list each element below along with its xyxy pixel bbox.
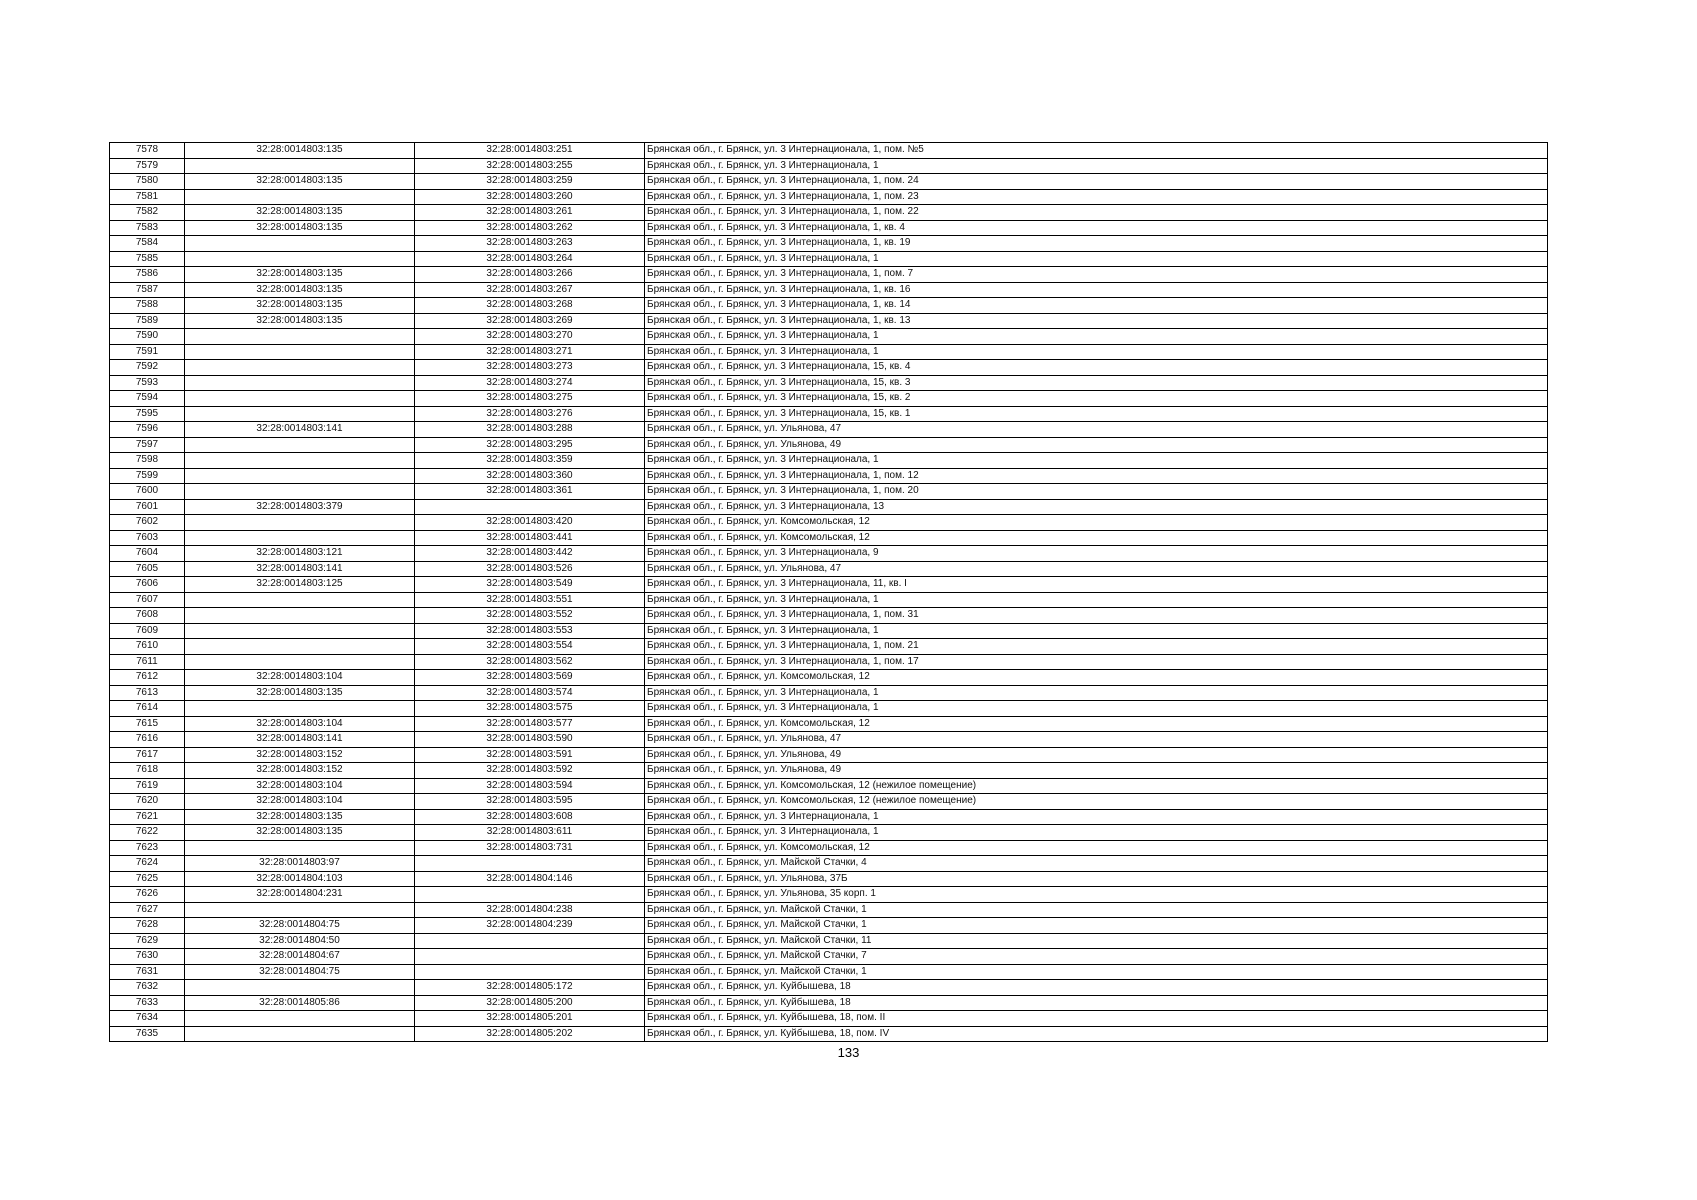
object-cadastral-number-cell	[415, 949, 645, 965]
row-number-cell: 7588	[110, 298, 185, 314]
object-cadastral-number-cell: 32:28:0014803:592	[415, 763, 645, 779]
object-cadastral-number-cell: 32:28:0014803:590	[415, 732, 645, 748]
object-cadastral-number-cell: 32:28:0014805:200	[415, 995, 645, 1011]
table-row	[110, 995, 1548, 1011]
land-cadastral-number-cell: 32:28:0014803:135	[185, 205, 415, 221]
table-row	[110, 716, 1548, 732]
address-cell: Брянская обл., г. Брянск, ул. Ульянова, 35 корп. 1	[645, 887, 1548, 903]
object-cadastral-number-cell: 32:28:0014803:260	[415, 189, 645, 205]
land-cadastral-number-cell	[185, 344, 415, 360]
address-cell: Брянская обл., г. Брянск, ул. 3 Интернационала, 1	[645, 809, 1548, 825]
object-cadastral-number-cell: 32:28:0014803:594	[415, 778, 645, 794]
page-number: 133	[837, 1045, 860, 1060]
address-cell: Брянская обл., г. Брянск, ул. 3 Интернационала, 15, кв. 1	[645, 406, 1548, 422]
address-cell: Брянская обл., г. Брянск, ул. 3 Интернационала, 1	[645, 685, 1548, 701]
table-row	[110, 530, 1548, 546]
land-cadastral-number-cell	[185, 391, 415, 407]
address-cell: Брянская обл., г. Брянск, ул. Ульянова, 37Б	[645, 871, 1548, 887]
address-cell: Брянская обл., г. Брянск, ул. Ульянова, 49	[645, 747, 1548, 763]
object-cadastral-number-cell: 32:28:0014803:574	[415, 685, 645, 701]
row-number-cell: 7608	[110, 608, 185, 624]
land-cadastral-number-cell: 32:28:0014803:135	[185, 267, 415, 283]
address-cell: Брянская обл., г. Брянск, ул. 3 Интернационала, 1, кв. 4	[645, 220, 1548, 236]
land-cadastral-number-cell	[185, 158, 415, 174]
address-cell: Брянская обл., г. Брянск, ул. 3 Интернационала, 1, кв. 19	[645, 236, 1548, 252]
land-cadastral-number-cell	[185, 701, 415, 717]
row-number-cell: 7603	[110, 530, 185, 546]
row-number-cell: 7601	[110, 499, 185, 515]
address-cell: Брянская обл., г. Брянск, ул. Ульянова, 49	[645, 763, 1548, 779]
row-number-cell: 7618	[110, 763, 185, 779]
table-row	[110, 189, 1548, 205]
row-number-cell: 7624	[110, 856, 185, 872]
address-cell: Брянская обл., г. Брянск, ул. 3 Интернационала, 1	[645, 592, 1548, 608]
address-cell: Брянская обл., г. Брянск, ул. 3 Интернационала, 15, кв. 4	[645, 360, 1548, 376]
registry-sheet	[109, 142, 1547, 1042]
address-cell: Брянская обл., г. Брянск, ул. 3 Интернационала, 1, кв. 13	[645, 313, 1548, 329]
address-cell: Брянская обл., г. Брянск, ул. Куйбышева, 18, пом. II	[645, 1011, 1548, 1027]
address-cell: Брянская обл., г. Брянск, ул. Куйбышева, 18	[645, 995, 1548, 1011]
address-cell: Брянская обл., г. Брянск, ул. 3 Интернационала, 1, пом. 23	[645, 189, 1548, 205]
object-cadastral-number-cell: 32:28:0014803:264	[415, 251, 645, 267]
object-cadastral-number-cell: 32:28:0014803:554	[415, 639, 645, 655]
row-number-cell: 7622	[110, 825, 185, 841]
address-cell: Брянская обл., г. Брянск, ул. Комсомольская, 12 (нежилое помещение)	[645, 794, 1548, 810]
address-cell: Брянская обл., г. Брянск, ул. Комсомольская, 12	[645, 670, 1548, 686]
row-number-cell: 7596	[110, 422, 185, 438]
land-cadastral-number-cell: 32:28:0014803:104	[185, 716, 415, 732]
row-number-cell: 7602	[110, 515, 185, 531]
land-cadastral-number-cell: 32:28:0014803:135	[185, 685, 415, 701]
table-row	[110, 344, 1548, 360]
land-cadastral-number-cell: 32:28:0014803:135	[185, 809, 415, 825]
row-number-cell: 7584	[110, 236, 185, 252]
row-number-cell: 7633	[110, 995, 185, 1011]
address-cell: Брянская обл., г. Брянск, ул. 3 Интернационала, 1, кв. 14	[645, 298, 1548, 314]
row-number-cell: 7580	[110, 174, 185, 190]
table-row	[110, 468, 1548, 484]
land-cadastral-number-cell: 32:28:0014804:50	[185, 933, 415, 949]
table-row	[110, 871, 1548, 887]
table-row	[110, 546, 1548, 562]
land-cadastral-number-cell	[185, 468, 415, 484]
table-row	[110, 887, 1548, 903]
address-cell: Брянская обл., г. Брянск, ул. 3 Интернационала, 1, пом. 24	[645, 174, 1548, 190]
table-row	[110, 670, 1548, 686]
table-row	[110, 453, 1548, 469]
table-row	[110, 205, 1548, 221]
land-cadastral-number-cell: 32:28:0014803:379	[185, 499, 415, 515]
row-number-cell: 7578	[110, 143, 185, 159]
table-row	[110, 174, 1548, 190]
table-row	[110, 499, 1548, 515]
table-row	[110, 902, 1548, 918]
row-number-cell: 7589	[110, 313, 185, 329]
address-cell: Брянская обл., г. Брянск, ул. Комсомольская, 12	[645, 515, 1548, 531]
address-cell: Брянская обл., г. Брянск, ул. Ульянова, 47	[645, 422, 1548, 438]
land-cadastral-number-cell: 32:28:0014803:135	[185, 298, 415, 314]
land-cadastral-number-cell	[185, 608, 415, 624]
address-cell: Брянская обл., г. Брянск, ул. Майской Стачки, 4	[645, 856, 1548, 872]
object-cadastral-number-cell: 32:28:0014803:276	[415, 406, 645, 422]
row-number-cell: 7613	[110, 685, 185, 701]
object-cadastral-number-cell: 32:28:0014803:266	[415, 267, 645, 283]
table-row	[110, 515, 1548, 531]
land-cadastral-number-cell: 32:28:0014804:75	[185, 918, 415, 934]
address-cell: Брянская обл., г. Брянск, ул. 3 Интернационала, 13	[645, 499, 1548, 515]
address-cell: Брянская обл., г. Брянск, ул. Майской Стачки, 7	[645, 949, 1548, 965]
table-row	[110, 1011, 1548, 1027]
row-number-cell: 7605	[110, 561, 185, 577]
row-number-cell: 7609	[110, 623, 185, 639]
address-cell: Брянская обл., г. Брянск, ул. 3 Интернационала, 1	[645, 329, 1548, 345]
row-number-cell: 7582	[110, 205, 185, 221]
object-cadastral-number-cell: 32:28:0014805:172	[415, 980, 645, 996]
land-cadastral-number-cell	[185, 530, 415, 546]
row-number-cell: 7594	[110, 391, 185, 407]
table-row	[110, 282, 1548, 298]
table-row	[110, 933, 1548, 949]
row-number-cell: 7590	[110, 329, 185, 345]
table-row	[110, 236, 1548, 252]
table-row	[110, 685, 1548, 701]
row-number-cell: 7630	[110, 949, 185, 965]
address-cell: Брянская обл., г. Брянск, ул. 3 Интернационала, 1, пом. №5	[645, 143, 1548, 159]
object-cadastral-number-cell: 32:28:0014803:259	[415, 174, 645, 190]
land-cadastral-number-cell: 32:28:0014804:103	[185, 871, 415, 887]
object-cadastral-number-cell: 32:28:0014803:611	[415, 825, 645, 841]
land-cadastral-number-cell: 32:28:0014805:86	[185, 995, 415, 1011]
table-row	[110, 220, 1548, 236]
object-cadastral-number-cell: 32:28:0014803:569	[415, 670, 645, 686]
row-number-cell: 7585	[110, 251, 185, 267]
address-cell: Брянская обл., г. Брянск, ул. 3 Интернационала, 15, кв. 3	[645, 375, 1548, 391]
table-row	[110, 623, 1548, 639]
land-cadastral-number-cell: 32:28:0014803:104	[185, 778, 415, 794]
table-row	[110, 313, 1548, 329]
object-cadastral-number-cell: 32:28:0014803:268	[415, 298, 645, 314]
land-cadastral-number-cell: 32:28:0014804:67	[185, 949, 415, 965]
row-number-cell: 7598	[110, 453, 185, 469]
object-cadastral-number-cell: 32:28:0014804:238	[415, 902, 645, 918]
object-cadastral-number-cell: 32:28:0014803:267	[415, 282, 645, 298]
table-row	[110, 794, 1548, 810]
address-cell: Брянская обл., г. Брянск, ул. Ульянова, 49	[645, 437, 1548, 453]
address-cell: Брянская обл., г. Брянск, ул. 3 Интернационала, 15, кв. 2	[645, 391, 1548, 407]
row-number-cell: 7631	[110, 964, 185, 980]
row-number-cell: 7627	[110, 902, 185, 918]
row-number-cell: 7615	[110, 716, 185, 732]
table-row	[110, 484, 1548, 500]
object-cadastral-number-cell	[415, 933, 645, 949]
object-cadastral-number-cell: 32:28:0014803:591	[415, 747, 645, 763]
table-row	[110, 840, 1548, 856]
object-cadastral-number-cell: 32:28:0014803:549	[415, 577, 645, 593]
land-cadastral-number-cell: 32:28:0014803:135	[185, 174, 415, 190]
row-number-cell: 7634	[110, 1011, 185, 1027]
land-cadastral-number-cell: 32:28:0014803:135	[185, 282, 415, 298]
row-number-cell: 7595	[110, 406, 185, 422]
address-cell: Брянская обл., г. Брянск, ул. Куйбышева, 18	[645, 980, 1548, 996]
object-cadastral-number-cell: 32:28:0014805:201	[415, 1011, 645, 1027]
object-cadastral-number-cell: 32:28:0014803:731	[415, 840, 645, 856]
address-cell: Брянская обл., г. Брянск, ул. Куйбышева, 18, пом. IV	[645, 1026, 1548, 1042]
address-cell: Брянская обл., г. Брянск, ул. 3 Интернационала, 1	[645, 825, 1548, 841]
object-cadastral-number-cell: 32:28:0014803:275	[415, 391, 645, 407]
row-number-cell: 7593	[110, 375, 185, 391]
object-cadastral-number-cell: 32:28:0014803:295	[415, 437, 645, 453]
table-row	[110, 391, 1548, 407]
table-row	[110, 577, 1548, 593]
land-cadastral-number-cell	[185, 360, 415, 376]
row-number-cell: 7612	[110, 670, 185, 686]
row-number-cell: 7614	[110, 701, 185, 717]
land-cadastral-number-cell	[185, 437, 415, 453]
address-cell: Брянская обл., г. Брянск, ул. Комсомольская, 12	[645, 530, 1548, 546]
address-cell: Брянская обл., г. Брянск, ул. Комсомольская, 12	[645, 840, 1548, 856]
table-row	[110, 918, 1548, 934]
row-number-cell: 7599	[110, 468, 185, 484]
object-cadastral-number-cell: 32:28:0014803:288	[415, 422, 645, 438]
object-cadastral-number-cell: 32:28:0014803:575	[415, 701, 645, 717]
object-cadastral-number-cell: 32:28:0014803:562	[415, 654, 645, 670]
object-cadastral-number-cell: 32:28:0014803:577	[415, 716, 645, 732]
table-row	[110, 375, 1548, 391]
address-cell: Брянская обл., г. Брянск, ул. Майской Стачки, 1	[645, 918, 1548, 934]
land-cadastral-number-cell	[185, 329, 415, 345]
object-cadastral-number-cell: 32:28:0014803:361	[415, 484, 645, 500]
land-cadastral-number-cell	[185, 980, 415, 996]
land-cadastral-number-cell	[185, 592, 415, 608]
table-row	[110, 422, 1548, 438]
address-cell: Брянская обл., г. Брянск, ул. Комсомольская, 12 (нежилое помещение)	[645, 778, 1548, 794]
table-row	[110, 251, 1548, 267]
land-cadastral-number-cell	[185, 1011, 415, 1027]
address-cell: Брянская обл., г. Брянск, ул. Ульянова, 47	[645, 732, 1548, 748]
row-number-cell: 7625	[110, 871, 185, 887]
table-row	[110, 747, 1548, 763]
address-cell: Брянская обл., г. Брянск, ул. 3 Интернационала, 1	[645, 701, 1548, 717]
table-row	[110, 763, 1548, 779]
address-cell: Брянская обл., г. Брянск, ул. 3 Интернационала, 1, пом. 21	[645, 639, 1548, 655]
object-cadastral-number-cell: 32:28:0014803:255	[415, 158, 645, 174]
object-cadastral-number-cell: 32:28:0014803:526	[415, 561, 645, 577]
table-row	[110, 949, 1548, 965]
object-cadastral-number-cell: 32:28:0014803:251	[415, 143, 645, 159]
row-number-cell: 7586	[110, 267, 185, 283]
table-row	[110, 856, 1548, 872]
address-cell: Брянская обл., г. Брянск, ул. 3 Интернационала, 1, пом. 22	[645, 205, 1548, 221]
object-cadastral-number-cell	[415, 499, 645, 515]
object-cadastral-number-cell: 32:28:0014803:263	[415, 236, 645, 252]
object-cadastral-number-cell: 32:28:0014803:552	[415, 608, 645, 624]
table-row	[110, 437, 1548, 453]
address-cell: Брянская обл., г. Брянск, ул. 3 Интернационала, 1	[645, 453, 1548, 469]
land-cadastral-number-cell: 32:28:0014803:141	[185, 561, 415, 577]
row-number-cell: 7579	[110, 158, 185, 174]
land-cadastral-number-cell	[185, 251, 415, 267]
address-cell: Брянская обл., г. Брянск, ул. 3 Интернационала, 11, кв. I	[645, 577, 1548, 593]
row-number-cell: 7611	[110, 654, 185, 670]
row-number-cell: 7620	[110, 794, 185, 810]
land-cadastral-number-cell: 32:28:0014803:135	[185, 143, 415, 159]
land-cadastral-number-cell: 32:28:0014804:75	[185, 964, 415, 980]
table-row	[110, 701, 1548, 717]
land-cadastral-number-cell	[185, 639, 415, 655]
object-cadastral-number-cell	[415, 856, 645, 872]
table-row	[110, 360, 1548, 376]
row-number-cell: 7629	[110, 933, 185, 949]
land-cadastral-number-cell	[185, 623, 415, 639]
row-number-cell: 7600	[110, 484, 185, 500]
row-number-cell: 7626	[110, 887, 185, 903]
address-cell: Брянская обл., г. Брянск, ул. 3 Интернационала, 1	[645, 251, 1548, 267]
address-cell: Брянская обл., г. Брянск, ул. 3 Интернационала, 9	[645, 546, 1548, 562]
table-row	[110, 158, 1548, 174]
table-row	[110, 654, 1548, 670]
object-cadastral-number-cell: 32:28:0014803:551	[415, 592, 645, 608]
table-row	[110, 406, 1548, 422]
object-cadastral-number-cell: 32:28:0014803:270	[415, 329, 645, 345]
object-cadastral-number-cell	[415, 887, 645, 903]
land-cadastral-number-cell: 32:28:0014803:104	[185, 794, 415, 810]
land-cadastral-number-cell: 32:28:0014803:152	[185, 747, 415, 763]
object-cadastral-number-cell: 32:28:0014803:359	[415, 453, 645, 469]
address-cell: Брянская обл., г. Брянск, ул. Ульянова, 47	[645, 561, 1548, 577]
row-number-cell: 7591	[110, 344, 185, 360]
address-cell: Брянская обл., г. Брянск, ул. 3 Интернационала, 1, пом. 7	[645, 267, 1548, 283]
land-cadastral-number-cell: 32:28:0014803:135	[185, 825, 415, 841]
object-cadastral-number-cell: 32:28:0014803:608	[415, 809, 645, 825]
row-number-cell: 7610	[110, 639, 185, 655]
object-cadastral-number-cell: 32:28:0014803:595	[415, 794, 645, 810]
row-number-cell: 7592	[110, 360, 185, 376]
land-cadastral-number-cell: 32:28:0014803:125	[185, 577, 415, 593]
object-cadastral-number-cell: 32:28:0014803:553	[415, 623, 645, 639]
row-number-cell: 7607	[110, 592, 185, 608]
land-cadastral-number-cell	[185, 902, 415, 918]
land-cadastral-number-cell	[185, 1026, 415, 1042]
land-cadastral-number-cell	[185, 654, 415, 670]
row-number-cell: 7597	[110, 437, 185, 453]
registry-table-body	[110, 143, 1548, 1042]
row-number-cell: 7635	[110, 1026, 185, 1042]
land-cadastral-number-cell	[185, 840, 415, 856]
object-cadastral-number-cell: 32:28:0014803:273	[415, 360, 645, 376]
row-number-cell: 7628	[110, 918, 185, 934]
land-cadastral-number-cell	[185, 453, 415, 469]
table-row	[110, 825, 1548, 841]
address-cell: Брянская обл., г. Брянск, ул. 3 Интернационала, 1	[645, 344, 1548, 360]
row-number-cell: 7606	[110, 577, 185, 593]
address-cell: Брянская обл., г. Брянск, ул. 3 Интернационала, 1, пом. 20	[645, 484, 1548, 500]
land-cadastral-number-cell: 32:28:0014803:121	[185, 546, 415, 562]
table-row	[110, 592, 1548, 608]
object-cadastral-number-cell: 32:28:0014803:262	[415, 220, 645, 236]
object-cadastral-number-cell: 32:28:0014804:146	[415, 871, 645, 887]
object-cadastral-number-cell	[415, 964, 645, 980]
table-row	[110, 1026, 1548, 1042]
table-row	[110, 298, 1548, 314]
row-number-cell: 7616	[110, 732, 185, 748]
table-row	[110, 778, 1548, 794]
land-cadastral-number-cell: 32:28:0014803:97	[185, 856, 415, 872]
land-cadastral-number-cell	[185, 484, 415, 500]
address-cell: Брянская обл., г. Брянск, ул. 3 Интернационала, 1	[645, 158, 1548, 174]
land-cadastral-number-cell	[185, 406, 415, 422]
land-cadastral-number-cell	[185, 189, 415, 205]
table-row	[110, 267, 1548, 283]
object-cadastral-number-cell: 32:28:0014803:360	[415, 468, 645, 484]
land-cadastral-number-cell	[185, 236, 415, 252]
table-row	[110, 980, 1548, 996]
row-number-cell: 7623	[110, 840, 185, 856]
table-row	[110, 561, 1548, 577]
row-number-cell: 7617	[110, 747, 185, 763]
table-row	[110, 732, 1548, 748]
object-cadastral-number-cell: 32:28:0014803:420	[415, 515, 645, 531]
table-row	[110, 964, 1548, 980]
row-number-cell: 7581	[110, 189, 185, 205]
address-cell: Брянская обл., г. Брянск, ул. 3 Интернационала, 1, пом. 17	[645, 654, 1548, 670]
object-cadastral-number-cell: 32:28:0014804:239	[415, 918, 645, 934]
table-row	[110, 329, 1548, 345]
table-row	[110, 143, 1548, 159]
address-cell: Брянская обл., г. Брянск, ул. 3 Интернационала, 1	[645, 623, 1548, 639]
object-cadastral-number-cell: 32:28:0014805:202	[415, 1026, 645, 1042]
object-cadastral-number-cell: 32:28:0014803:441	[415, 530, 645, 546]
address-cell: Брянская обл., г. Брянск, ул. 3 Интернационала, 1, пом. 31	[645, 608, 1548, 624]
row-number-cell: 7632	[110, 980, 185, 996]
table-row	[110, 608, 1548, 624]
address-cell: Брянская обл., г. Брянск, ул. Майской Стачки, 1	[645, 902, 1548, 918]
row-number-cell: 7619	[110, 778, 185, 794]
address-cell: Брянская обл., г. Брянск, ул. 3 Интернационала, 1, пом. 12	[645, 468, 1548, 484]
address-cell: Брянская обл., г. Брянск, ул. Майской Стачки, 11	[645, 933, 1548, 949]
row-number-cell: 7621	[110, 809, 185, 825]
land-cadastral-number-cell: 32:28:0014803:152	[185, 763, 415, 779]
land-cadastral-number-cell: 32:28:0014803:135	[185, 220, 415, 236]
land-cadastral-number-cell	[185, 375, 415, 391]
land-cadastral-number-cell: 32:28:0014803:104	[185, 670, 415, 686]
land-cadastral-number-cell: 32:28:0014803:141	[185, 422, 415, 438]
address-cell: Брянская обл., г. Брянск, ул. Майской Стачки, 1	[645, 964, 1548, 980]
address-cell: Брянская обл., г. Брянск, ул. 3 Интернационала, 1, кв. 16	[645, 282, 1548, 298]
object-cadastral-number-cell: 32:28:0014803:274	[415, 375, 645, 391]
table-row	[110, 639, 1548, 655]
land-cadastral-number-cell: 32:28:0014803:141	[185, 732, 415, 748]
object-cadastral-number-cell: 32:28:0014803:271	[415, 344, 645, 360]
table-row	[110, 809, 1548, 825]
address-cell: Брянская обл., г. Брянск, ул. Комсомольская, 12	[645, 716, 1548, 732]
registry-table	[109, 142, 1548, 1042]
row-number-cell: 7604	[110, 546, 185, 562]
row-number-cell: 7587	[110, 282, 185, 298]
land-cadastral-number-cell: 32:28:0014803:135	[185, 313, 415, 329]
row-number-cell: 7583	[110, 220, 185, 236]
object-cadastral-number-cell: 32:28:0014803:269	[415, 313, 645, 329]
object-cadastral-number-cell: 32:28:0014803:261	[415, 205, 645, 221]
land-cadastral-number-cell: 32:28:0014804:231	[185, 887, 415, 903]
land-cadastral-number-cell	[185, 515, 415, 531]
object-cadastral-number-cell: 32:28:0014803:442	[415, 546, 645, 562]
